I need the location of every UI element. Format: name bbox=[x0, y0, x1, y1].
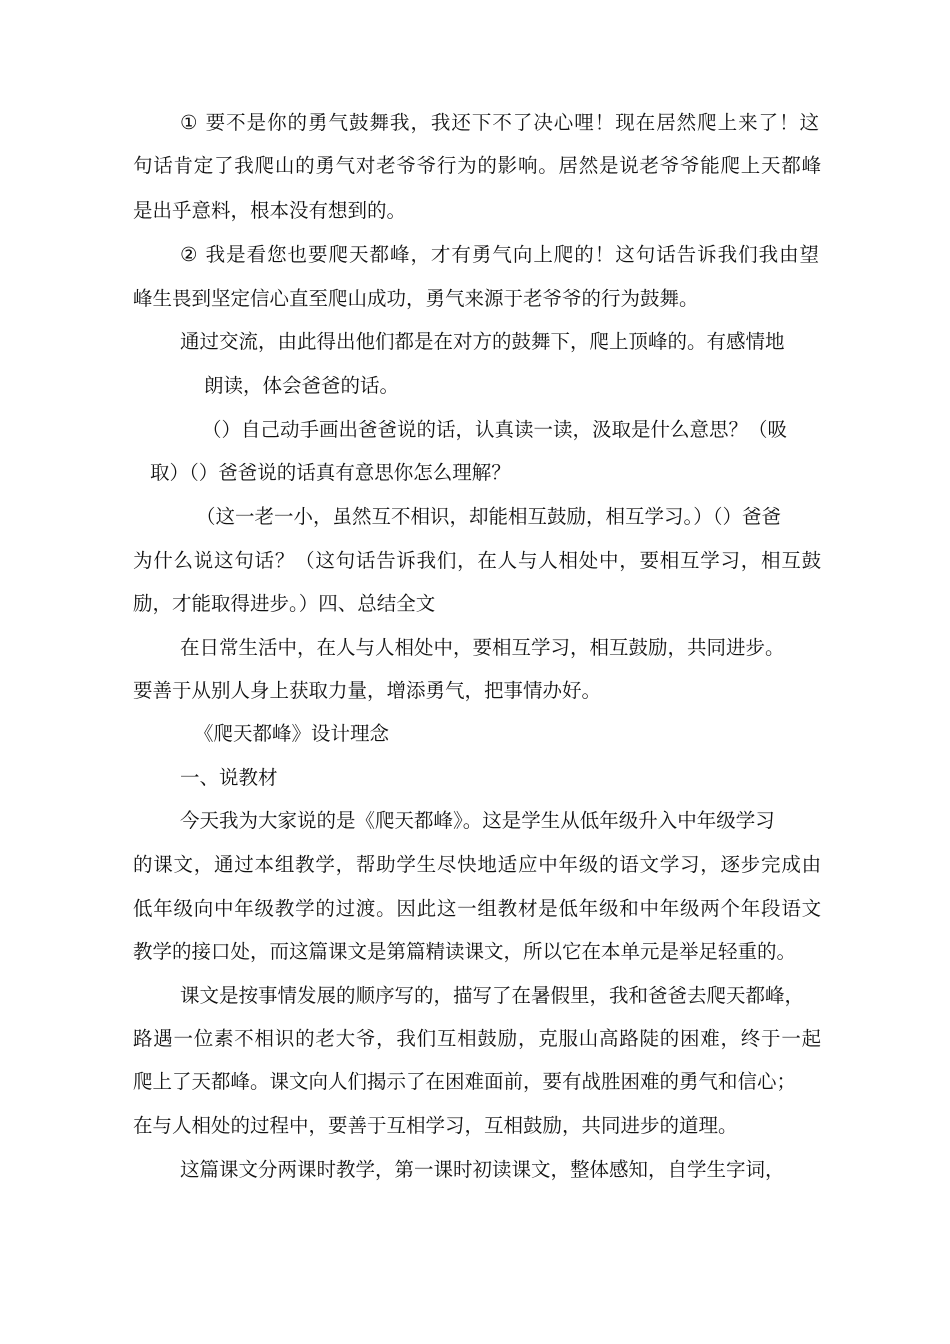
section-heading: 一、说教材 bbox=[180, 766, 278, 789]
text-line: 通过交流，由此得出他们都是在对方的鼓舞下，爬上顶峰的。有感情地 bbox=[180, 330, 785, 353]
text-line: 为什么说这句话？（这句话告诉我们，在人与人相处中，要相互学习，相互鼓 bbox=[133, 549, 822, 572]
text-line: 低年级向中年级教学的过渡。因此这一组教材是低年级和中年级两个年段语文 bbox=[133, 897, 822, 920]
text-line: 朗读，体会爸爸的话。 bbox=[204, 374, 400, 397]
text-line: 路遇一位素不相识的老大爷，我们互相鼓励，克服山高路陡的困难，终于一起 bbox=[133, 1027, 822, 1050]
text-line: 要善于从别人身上获取力量，增添勇气，把事情办好。 bbox=[133, 679, 602, 702]
text-line: 取）（）爸爸说的话真有意思你怎么理解？ bbox=[150, 461, 511, 484]
text-line: 励，才能取得进步。）四、总结全文 bbox=[133, 592, 436, 615]
text-line: 句话肯定了我爬山的勇气对老爷爷行为的影响。居然是说老爷爷能爬上天都峰 bbox=[133, 154, 822, 177]
text-line: 是出乎意料，根本没有想到的。 bbox=[133, 199, 407, 222]
text-line: （）自己动手画出爸爸说的话，认真读一读，汲取是什么意思？（吸 bbox=[202, 418, 788, 441]
text-line: 教学的接口处，而这篇课文是第篇精读课文，所以它在本单元是举足轻重的。 bbox=[133, 940, 797, 963]
text-line: 今天我为大家说的是《爬天都峰》。这是学生从低年级升入中年级学习 bbox=[180, 809, 775, 832]
text-line: （这一老一小，虽然互不相识，却能相互鼓励，相互学习。）（）爸爸 bbox=[196, 505, 782, 528]
text-line: 的课文，通过本组教学，帮助学生尽快地适应中年级的语文学习，逐步完成由 bbox=[133, 853, 822, 876]
text-line: ② 我是看您也要爬天都峰，才有勇气向上爬的！这句话告诉我们我由望 bbox=[180, 243, 821, 266]
text-line: 爬上了天都峰。课文向人们揭示了在困难面前，要有战胜困难的勇气和信心； bbox=[133, 1070, 797, 1093]
text-line: 在日常生活中，在人与人相处中，要相互学习，相互鼓励，共同进步。 bbox=[180, 636, 785, 659]
text-line: 在与人相处的过程中，要善于互相学习，互相鼓励，共同进步的道理。 bbox=[133, 1114, 738, 1137]
text-line: ① 要不是你的勇气鼓舞我，我还下不了决心哩！现在居然爬上来了！这 bbox=[180, 111, 821, 134]
section-title: 《爬天都峰》设计理念 bbox=[194, 722, 390, 745]
text-line: 课文是按事情发展的顺序写的，描写了在暑假里，我和爸爸去爬天都峰， bbox=[180, 984, 805, 1007]
text-line: 峰生畏到坚定信心直至爬山成功，勇气来源于老爷爷的行为鼓舞。 bbox=[133, 287, 699, 310]
text-line: 这篇课文分两课时教学，第一课时初读课文，整体感知，自学生字词， bbox=[180, 1158, 785, 1181]
